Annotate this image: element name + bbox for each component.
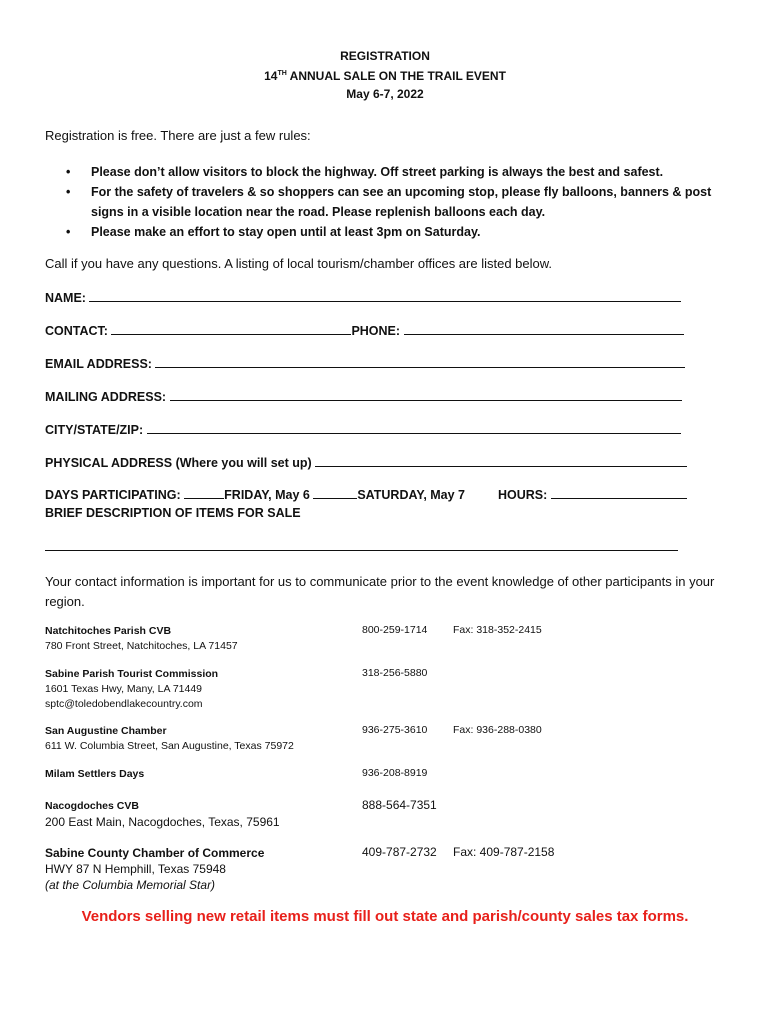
header-title: REGISTRATION — [340, 49, 430, 63]
contact-blank[interactable] — [111, 322, 351, 335]
contact-fax: Fax: 409-787-2158 — [453, 845, 555, 859]
contact-fax: Fax: 318-352-2415 — [453, 624, 542, 636]
contact-name: Natchitoches Parish CVB — [45, 625, 172, 637]
city-state-zip-field[interactable] — [45, 421, 681, 437]
event-number: 14 — [264, 69, 278, 83]
friday-blank[interactable] — [184, 486, 224, 499]
contact-name: Milam Settlers Days — [45, 768, 145, 780]
bullet-icon: • — [66, 185, 71, 199]
email-label: EMAIL ADDRESS: — [45, 357, 152, 371]
contact-location-note: (at the Columbia Memorial Star) — [45, 878, 216, 892]
name-blank[interactable] — [89, 289, 681, 302]
contact-address: 611 W. Columbia Street, San Augustine, Texas 75972 — [45, 740, 294, 752]
header-event-name — [0, 65, 770, 85]
contact-address: 780 Front Street, Natchitoches, LA 71457 — [45, 640, 238, 652]
contact-name: San Augustine Chamber — [45, 725, 167, 737]
email-blank[interactable] — [155, 355, 685, 368]
contact-name: Sabine County Chamber of Commerce — [45, 846, 265, 860]
contact-address: HWY 87 N Hemphill, Texas 75948 — [45, 862, 226, 876]
days-participating-label: DAYS PARTICIPATING: — [45, 488, 181, 502]
days-participating-field — [45, 486, 687, 502]
contact-phone: 936-275-3610 — [362, 724, 428, 736]
rule-item: • Please don’t allow visitors to block the highway. Off street parking is always the best and safest. — [45, 162, 735, 182]
brief-description-blank[interactable] — [45, 550, 678, 551]
bullet-icon: • — [66, 225, 71, 239]
hours-label: HOURS: — [497, 488, 548, 502]
contact-field[interactable] — [45, 322, 684, 338]
contact-entry — [45, 845, 264, 893]
contact-phone: 888-564-7351 — [362, 798, 437, 812]
rule-item: • Please make an effort to stay open until at least 3pm on Saturday. — [45, 222, 735, 242]
brief-description-label: BRIEF DESCRIPTION OF ITEMS FOR SALE — [45, 506, 301, 520]
city-state-zip-label: CITY/STATE/ZIP: — [45, 423, 144, 437]
name-field[interactable] — [45, 289, 681, 305]
contact-name: Sabine Parish Tourist Commission — [45, 668, 219, 680]
contact-entry — [45, 724, 294, 754]
contact-phone: 409-787-2732 — [362, 845, 437, 859]
saturday-blank[interactable] — [313, 486, 357, 499]
rules-list — [45, 162, 735, 242]
contact-entry — [45, 624, 238, 654]
sales-tax-notice: Vendors selling new retail items must fill out state and parish/county sales tax forms. — [81, 908, 689, 925]
document-header — [0, 47, 770, 103]
header-date: May 6-7, 2022 — [346, 87, 424, 101]
city-state-zip-blank[interactable] — [147, 421, 681, 434]
phone-label: PHONE: — [351, 324, 401, 338]
contact-address: 1601 Texas Hwy, Many, LA 71449 — [45, 683, 203, 695]
email-field[interactable] — [45, 355, 685, 371]
hours-blank[interactable] — [551, 486, 687, 499]
contact-phone: 318-256-5880 — [362, 667, 428, 679]
contact-note: Your contact information is important for us to communicate prior to the event knowledge of other participants in your region. — [45, 574, 715, 609]
call-text: Call if you have any questions. A listing of local tourism/chamber offices are listed below. — [45, 256, 553, 271]
intro-text: Registration is free. There are just a few rules: — [45, 128, 311, 143]
friday-label: FRIDAY, May 6 — [224, 488, 310, 502]
contact-phone: 936-208-8919 — [362, 767, 428, 779]
contact-label: CONTACT: — [45, 324, 108, 338]
physical-address-blank[interactable] — [315, 454, 687, 467]
saturday-label: SATURDAY, May 7 — [357, 488, 466, 502]
mailing-address-label: MAILING ADDRESS: — [45, 390, 167, 404]
physical-address-field[interactable] — [45, 454, 687, 470]
rule-item: • For the safety of travelers & so shoppers can see an upcoming stop, please fly balloons, banners & post signs in a visible location near the road. Please replenish balloons each day. — [45, 182, 735, 222]
event-number-suffix: TH — [277, 70, 287, 77]
contact-name: Nacogdoches CVB — [45, 800, 139, 812]
physical-address-label: PHYSICAL ADDRESS (Where you will set up) — [45, 456, 312, 470]
contact-email: sptc@toledobendlakecountry.com — [45, 698, 203, 710]
event-title: ANNUAL SALE ON THE TRAIL EVENT — [286, 69, 506, 83]
contact-address: 200 East Main, Nacogdoches, Texas, 75961 — [45, 815, 280, 829]
bullet-icon: • — [66, 165, 71, 179]
phone-blank[interactable] — [404, 322, 684, 335]
name-label: NAME: — [45, 291, 86, 305]
contact-phone: 800-259-1714 — [362, 624, 428, 636]
contact-fax: Fax: 936-288-0380 — [453, 724, 542, 736]
mailing-address-field[interactable] — [45, 388, 682, 404]
contact-entry — [45, 767, 144, 782]
contact-entry — [45, 667, 218, 712]
contact-entry — [45, 799, 280, 830]
mailing-address-blank[interactable] — [170, 388, 682, 401]
